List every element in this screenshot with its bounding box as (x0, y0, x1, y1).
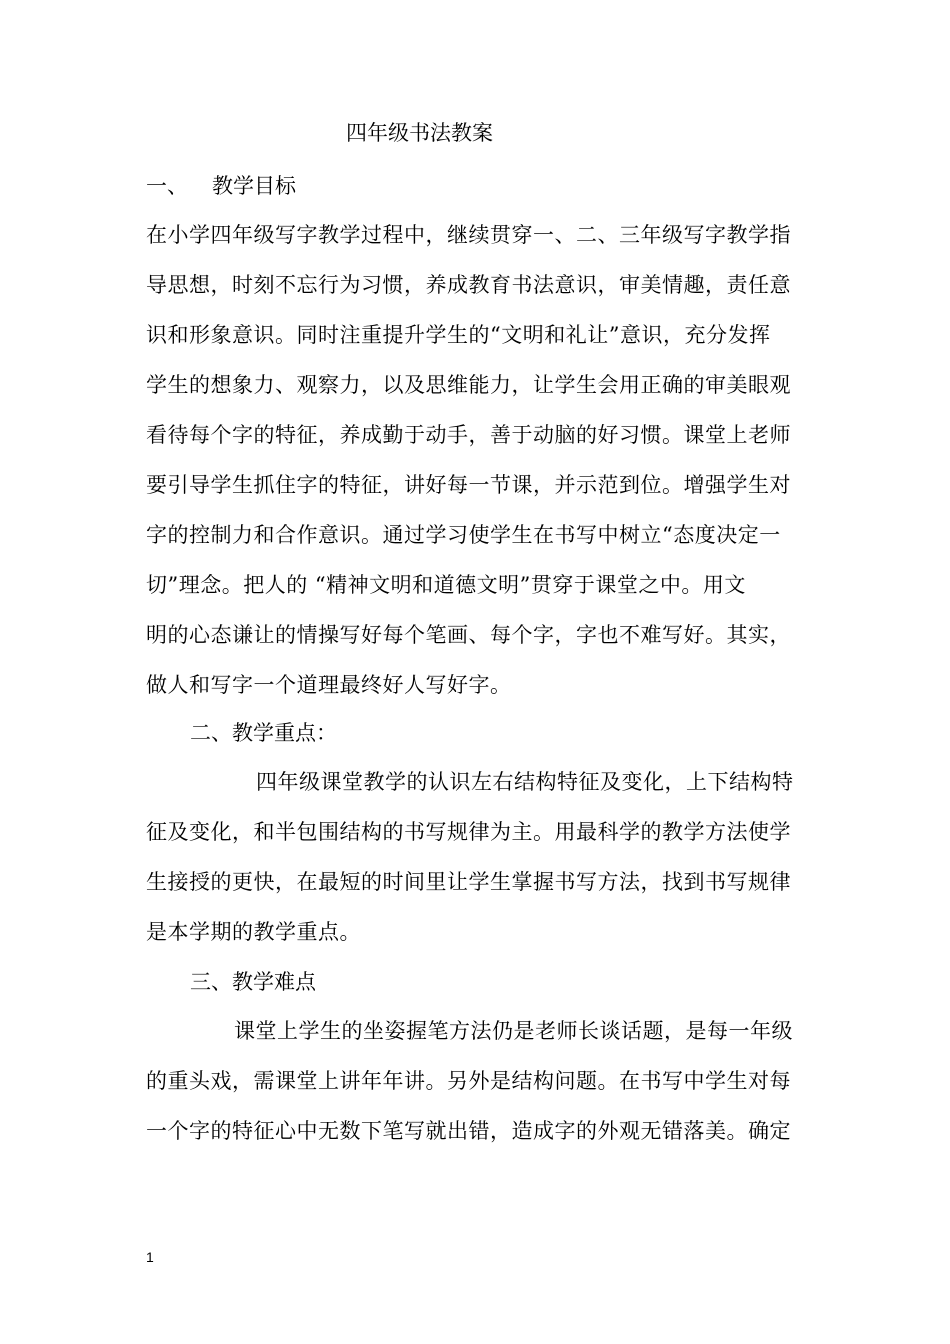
section-1-line: 明的心态谦让的情操写好每个笔画、每个字，字也不难写好。其实， (146, 623, 791, 647)
section-2-line: 四年级课堂教学的认识左右结构特征及变化，上下结构特 (256, 770, 794, 794)
section-2-heading: 二、教学重点： (190, 721, 337, 745)
section-2-line: 是本学期的教学重点。 (146, 920, 361, 944)
section-3-line: 的重头戏，需课堂上讲年年讲。另外是结构问题。在书写中学生对每 (146, 1069, 791, 1093)
section-1-heading (146, 171, 296, 201)
document-title: 四年级书法教案 (346, 121, 493, 145)
section-3-heading: 三、教学难点 (190, 970, 316, 994)
section-1-line: 导思想，时刻不忘行为习惯，养成教育书法意识，审美情趣，责任意 (146, 273, 791, 297)
section-2-body (146, 757, 808, 957)
section-1-title: 教学目标 (212, 174, 296, 198)
section-1-line: 切”理念。把人的 “精神文明和道德文明”贯穿于课堂之中。用文 (146, 573, 746, 597)
section-3-line: 一个字的特征心中无数下笔写就出错，造成字的外观无错落美。确定 (146, 1119, 791, 1143)
section-2-line: 生接授的更快，在最短的时间里让学生掌握书写方法，找到书写规律 (146, 870, 791, 894)
section-1-line: 要引导学生抓住字的特征，讲好每一节课，并示范到位。增强学生对 (146, 473, 791, 497)
section-1-line: 在小学四年级写字教学过程中，继续贯穿一、二、三年级写字教学指 (146, 223, 791, 247)
section-3-line: 课堂上学生的坐姿握笔方法仍是老师长谈话题，是每一年级 (234, 1019, 793, 1043)
section-2-line: 征及变化，和半包围结构的书写规律为主。用最科学的教学方法使学 (146, 820, 791, 844)
section-1-line: 字的控制力和合作意识。通过学习使学生在书写中树立“态度决定一 (146, 523, 781, 547)
section-1-line: 做人和写字一个道理最终好人写好字。 (146, 673, 512, 697)
section-1-line: 识和形象意识。同时注重提升学生的“文明和礼让”意识，充分发挥 (146, 323, 771, 347)
section-1-body (146, 210, 808, 710)
page-number: 1 (146, 1249, 154, 1265)
section-1-number: 一、 (146, 174, 188, 198)
section-3-body (146, 1006, 808, 1156)
section-1-line: 学生的想象力、观察力，以及思维能力，让学生会用正确的审美眼观 (146, 373, 791, 397)
section-1-line: 看待每个字的特征，养成勤于动手，善于动脑的好习惯。课堂上老师 (146, 423, 791, 447)
